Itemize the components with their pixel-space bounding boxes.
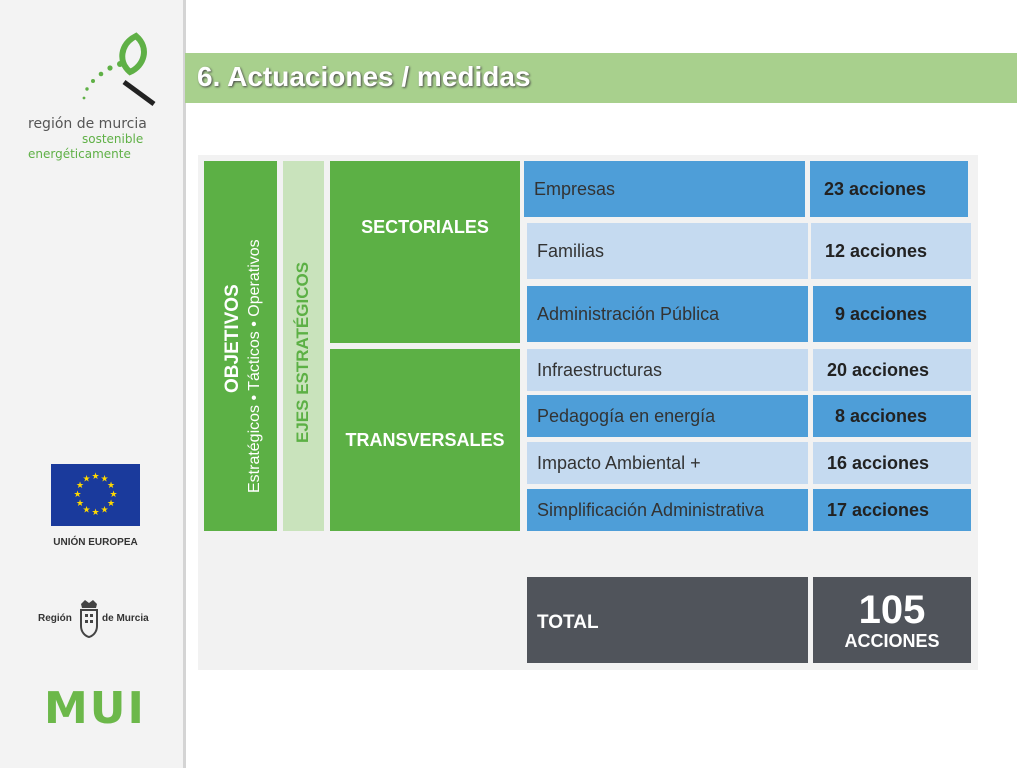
- total-unit: ACCIONES: [844, 630, 940, 651]
- row-label: Simplificación Administrativa: [527, 489, 808, 531]
- total-number: 105: [858, 587, 926, 632]
- svg-text:★: ★: [100, 505, 109, 516]
- row-count: 23 acciones: [810, 161, 968, 217]
- svg-text:★: ★: [82, 474, 91, 485]
- row-count: 20 acciones: [813, 349, 971, 391]
- brand-line-1: región de murcia: [28, 116, 147, 132]
- svg-text:★: ★: [91, 472, 100, 482]
- ejes-column: [283, 161, 324, 531]
- brand-line-3: energéticamente: [28, 147, 131, 161]
- row-label: Administración Pública: [527, 286, 808, 342]
- coat-of-arms-icon: [78, 598, 100, 638]
- objetivos-column: [204, 161, 277, 531]
- row-label: Pedagogía en energía: [527, 395, 808, 437]
- svg-text:★: ★: [82, 505, 91, 516]
- row-label: Empresas: [524, 161, 805, 217]
- row-count: 8 acciones: [813, 395, 971, 437]
- page-title: 6. Actuaciones / medidas: [197, 61, 531, 92]
- title-bar: [185, 53, 1017, 103]
- row-label: Infraestructuras: [527, 349, 808, 391]
- mui-logo: MUI: [44, 683, 146, 734]
- svg-text:★: ★: [106, 481, 116, 491]
- svg-text:★: ★: [91, 508, 100, 518]
- svg-text:★: ★: [75, 499, 85, 509]
- sidebar: [0, 0, 186, 768]
- row-count: 9 acciones: [813, 286, 971, 342]
- eu-label: UNIÓN EUROPEA: [53, 537, 138, 548]
- row-count: 16 acciones: [813, 442, 971, 484]
- svg-text:★: ★: [106, 499, 116, 509]
- row-count: 12 acciones: [811, 223, 971, 279]
- total-value: [813, 577, 971, 663]
- svg-text:★: ★: [109, 490, 118, 500]
- region-label-left: Región: [38, 613, 72, 624]
- group-sectoriales: SECTORIALES: [330, 161, 520, 343]
- total-label: TOTAL: [527, 577, 808, 663]
- region-label-right: de Murcia: [102, 613, 149, 624]
- group-transversales: TRANSVERSALES: [330, 349, 520, 531]
- row-count: 17 acciones: [813, 489, 971, 531]
- leaf-logo-icon: [80, 30, 160, 110]
- objetivos-subtitle: Estratégicos • Tácticos • Operativos: [246, 239, 263, 493]
- row-label: Familias: [527, 223, 808, 279]
- svg-text:★: ★: [73, 490, 82, 500]
- brand-line-2: sostenible: [82, 132, 144, 146]
- actions-table: [198, 155, 978, 670]
- row-label: Impacto Ambiental +: [527, 442, 808, 484]
- svg-text:★: ★: [75, 481, 85, 491]
- eu-flag-icon: [51, 464, 140, 526]
- svg-text:★: ★: [100, 474, 109, 485]
- objetivos-title: OBJETIVOS: [222, 284, 243, 393]
- ejes-label: EJES ESTRATÉGICOS: [293, 261, 312, 443]
